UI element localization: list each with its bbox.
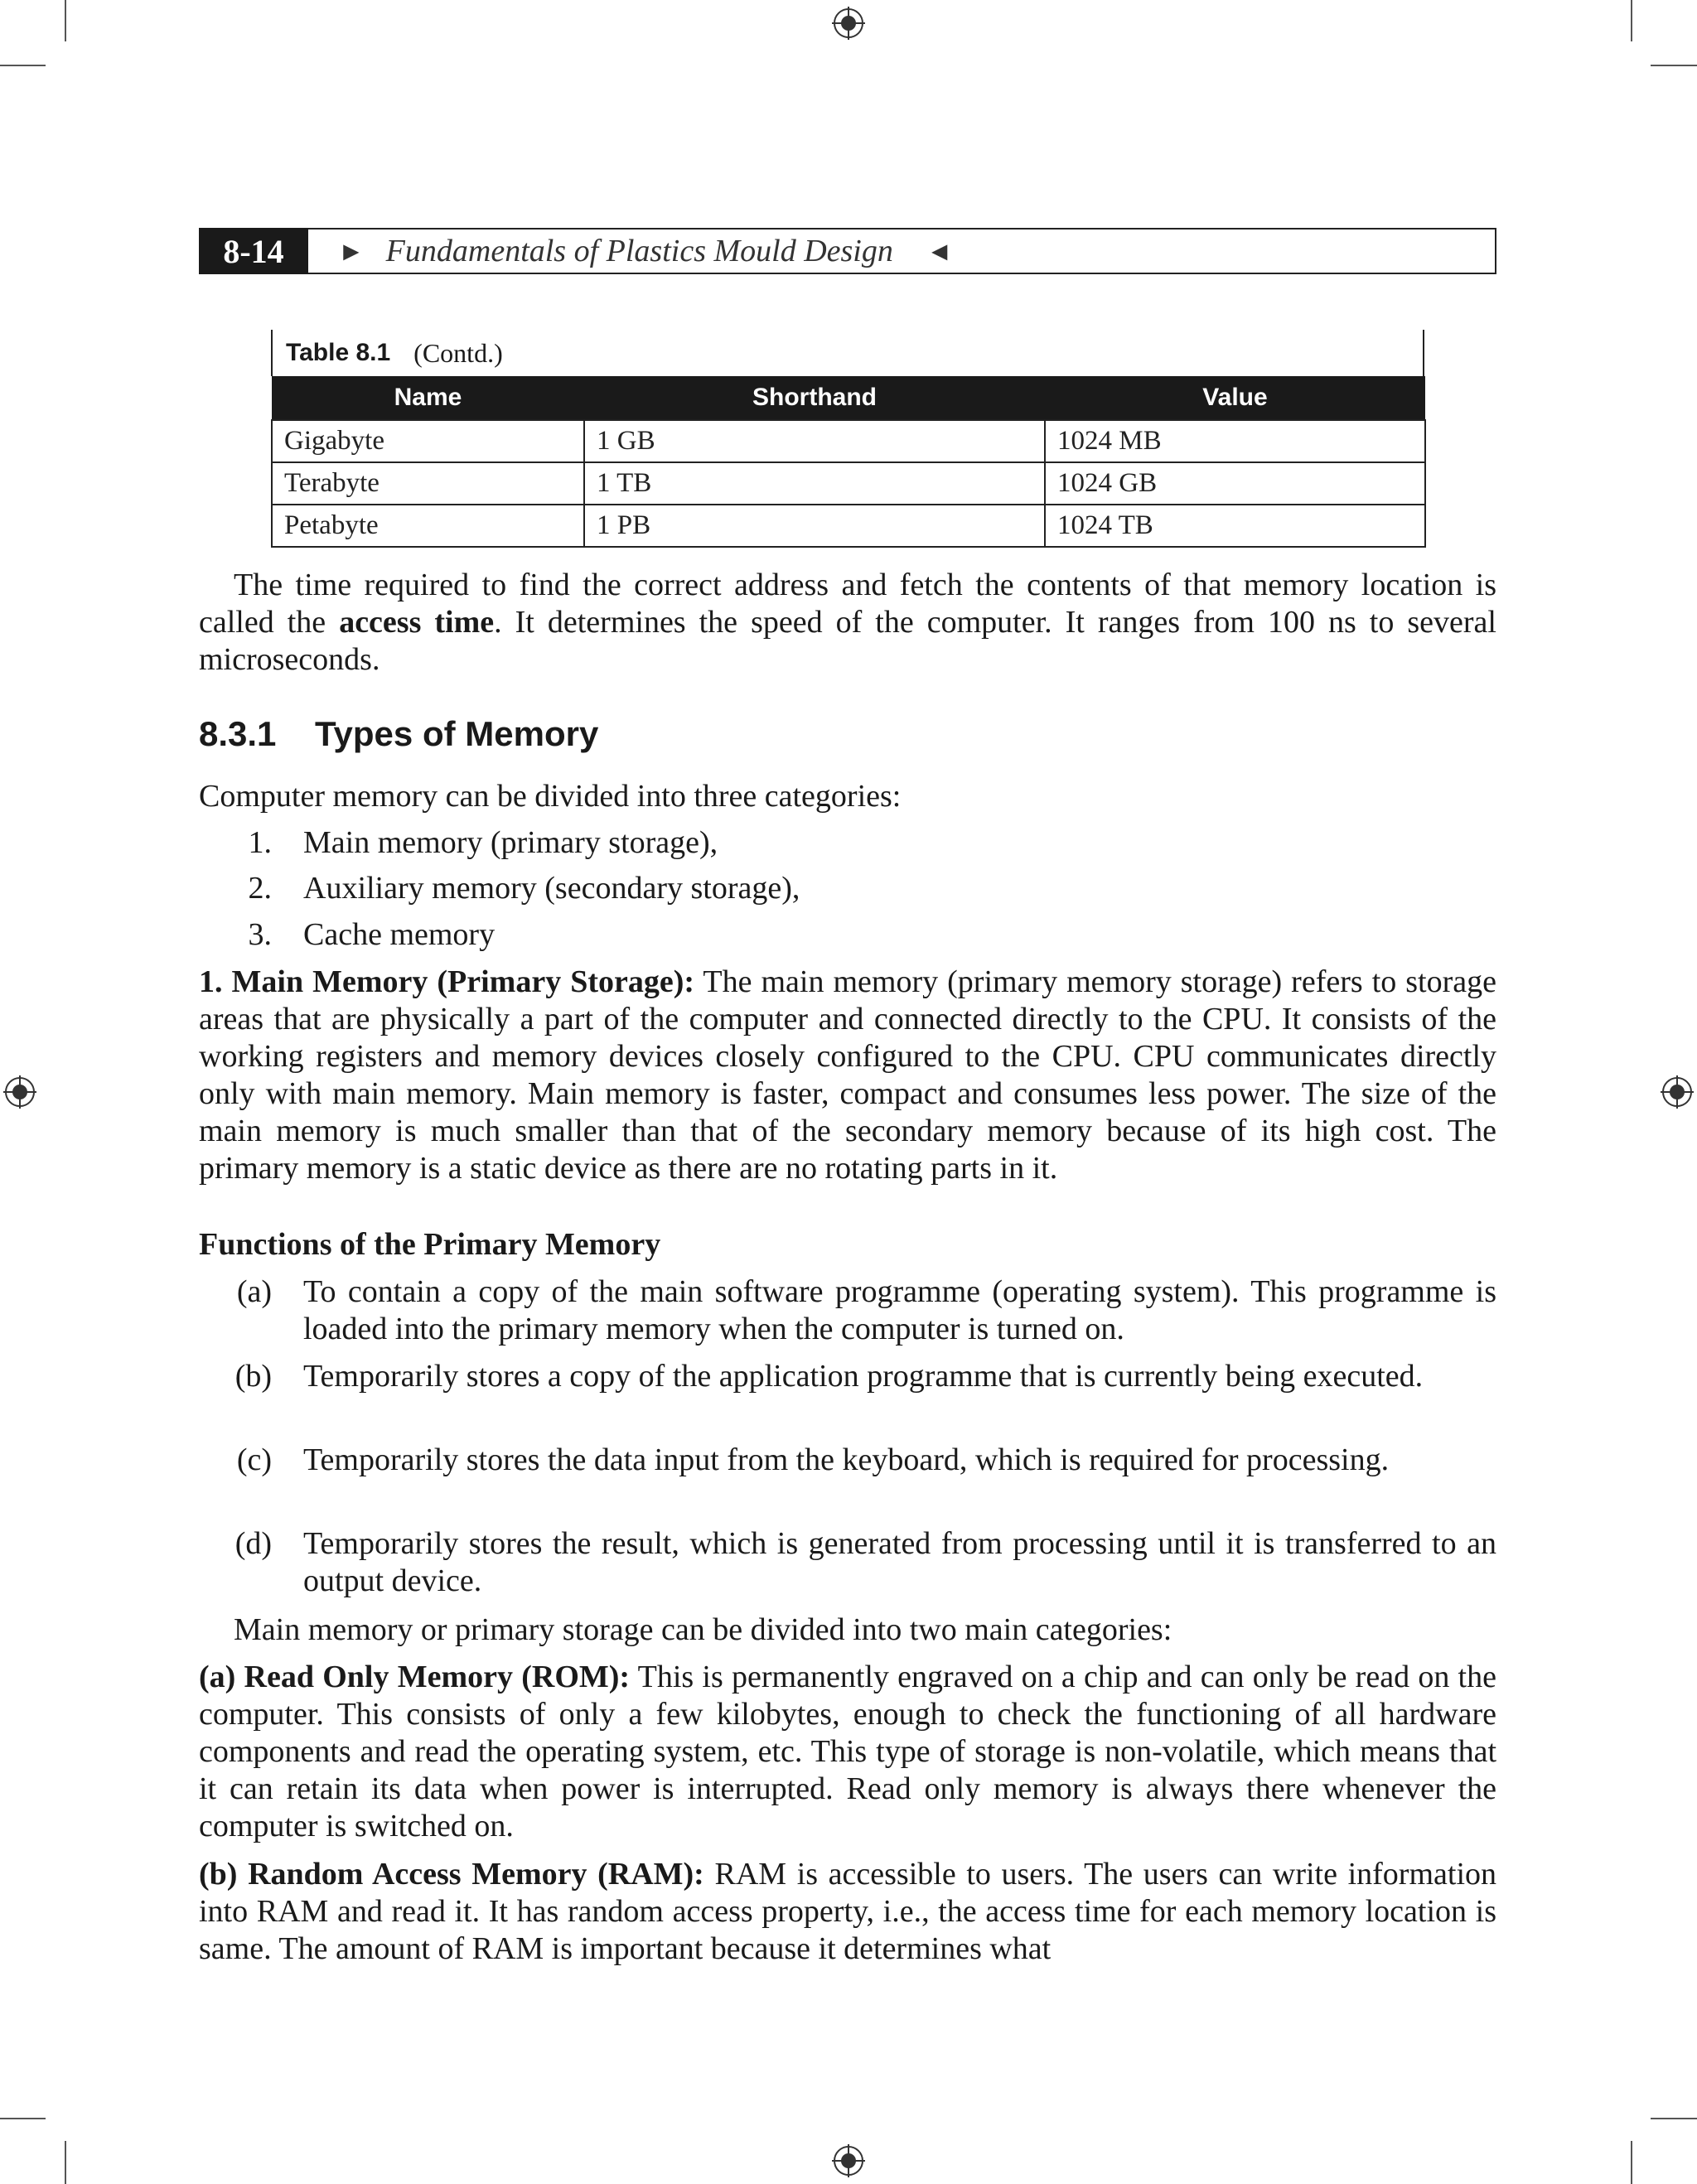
- units-table: [271, 330, 1424, 548]
- column-header: Name: [272, 376, 584, 420]
- list-item: (d) Temporarily stores the result, which is generated from processing until it is transferred to an output device.: [234, 1526, 1496, 1598]
- table-cell: Petabyte: [272, 505, 584, 547]
- table-cell: 1024 MB: [1045, 420, 1425, 462]
- table-cell: 1024 GB: [1045, 462, 1425, 505]
- list-item: 1. Main memory (primary storage),: [248, 825, 718, 860]
- crop-mark: [65, 2141, 66, 2184]
- table-cell: 1024 TB: [1045, 505, 1425, 547]
- ram-paragraph: (b) Random Access Memory (RAM): RAM is accessible to users. The users can write information into RAM and read it. It has random access property, i.e., the access time for each memory location is same. The amount of RAM is important because it determines what: [199, 1857, 1496, 1966]
- access-time-term: access time: [339, 605, 495, 640]
- access-time-paragraph: The time required to find the correct address and fetch the contents of that memory location is called the access time. It determines the speed of the computer. It ranges from 100 ns to several microseconds.: [199, 568, 1496, 677]
- functions-heading: Functions of the Primary Memory: [199, 1227, 661, 1262]
- crop-mark: [1651, 65, 1697, 66]
- table: [271, 376, 1426, 548]
- ram-heading: (b) Random Access Memory (RAM):: [199, 1857, 704, 1892]
- registration-mark-icon: [832, 2144, 865, 2177]
- column-header: Shorthand: [584, 376, 1045, 420]
- rom-heading: (a) Read Only Memory (ROM):: [199, 1660, 631, 1694]
- table-row: [272, 420, 1425, 462]
- rom-paragraph: (a) Read Only Memory (ROM): This is permanently engraved on a chip and can only be read on the computer. This consists of only a few kilobytes, enough to check the functioning of all hardware components and read the operating system, etc. This type of storage is non-volatile, which means that it can retain its data when power is interrupted. Read only memory is always there whenever the computer is switched on.: [199, 1660, 1496, 1843]
- book-title: [338, 228, 953, 274]
- table-caption-contd: (Contd.): [413, 337, 503, 368]
- list-item: 2. Auxiliary memory (secondary storage),: [248, 871, 800, 906]
- book-title-text: Fundamentals of Plastics Mould Design: [385, 234, 893, 268]
- list-item: (b) Temporarily stores a copy of the application programme that is currently being executed.: [234, 1359, 1424, 1394]
- section-number: 8.3.1: [199, 714, 277, 753]
- crop-mark: [1631, 0, 1632, 41]
- table-cell: 1 PB: [584, 505, 1045, 547]
- main-memory-heading: 1. Main Memory (Primary Storage):: [199, 964, 695, 999]
- section-intro: Computer memory can be divided into three categories:: [199, 779, 902, 814]
- table-header-row: [272, 376, 1425, 420]
- categories-intro: Main memory or primary storage can be divided into two main categories:: [234, 1612, 1172, 1647]
- table-caption: [271, 330, 1424, 376]
- main-memory-paragraph: 1. Main Memory (Primary Storage): The main memory (primary memory storage) refers to storage areas that are physically a part of the computer and connected directly to the CPU. It consists of the working registers and memory devices closely configured to the CPU. CPU communicates directly only with main memory. Main memory is faster, compact and consumes less power. The size of the main memory is much smaller than that of the secondary memory because of its high cost. The primary memory is a static device as there are no rotating parts in it.: [199, 964, 1497, 1186]
- registration-mark-icon: [1661, 1075, 1694, 1109]
- table-row: [272, 462, 1425, 505]
- crop-mark: [1651, 2118, 1697, 2119]
- table-cell: 1 GB: [584, 420, 1045, 462]
- table-cell: Terabyte: [272, 462, 584, 505]
- column-header: Value: [1045, 376, 1425, 420]
- table-cell: 1 TB: [584, 462, 1045, 505]
- registration-mark-icon: [832, 7, 865, 40]
- table-row: [272, 505, 1425, 547]
- crop-mark: [1631, 2141, 1632, 2184]
- list-item: (c) Temporarily stores the data input from the keyboard, which is required for processing.: [236, 1442, 1390, 1477]
- crop-mark: [65, 0, 66, 41]
- section-title: Types of Memory: [315, 714, 599, 753]
- arrow-left-icon: ◄: [926, 235, 953, 266]
- list-item: (a) To contain a copy of the main software programme (operating system). This programme is loaded into the primary memory when the computer is turned on.: [236, 1274, 1496, 1346]
- table-caption-label: Table 8.1: [286, 339, 391, 366]
- registration-mark-icon: [3, 1075, 36, 1109]
- page-number: 8-14: [199, 228, 308, 274]
- crop-mark: [0, 65, 46, 66]
- arrow-right-icon: ►: [338, 235, 365, 266]
- list-item: 3. Cache memory: [248, 917, 496, 952]
- section-heading: [199, 714, 598, 754]
- crop-mark: [0, 2118, 46, 2119]
- table-cell: Gigabyte: [272, 420, 584, 462]
